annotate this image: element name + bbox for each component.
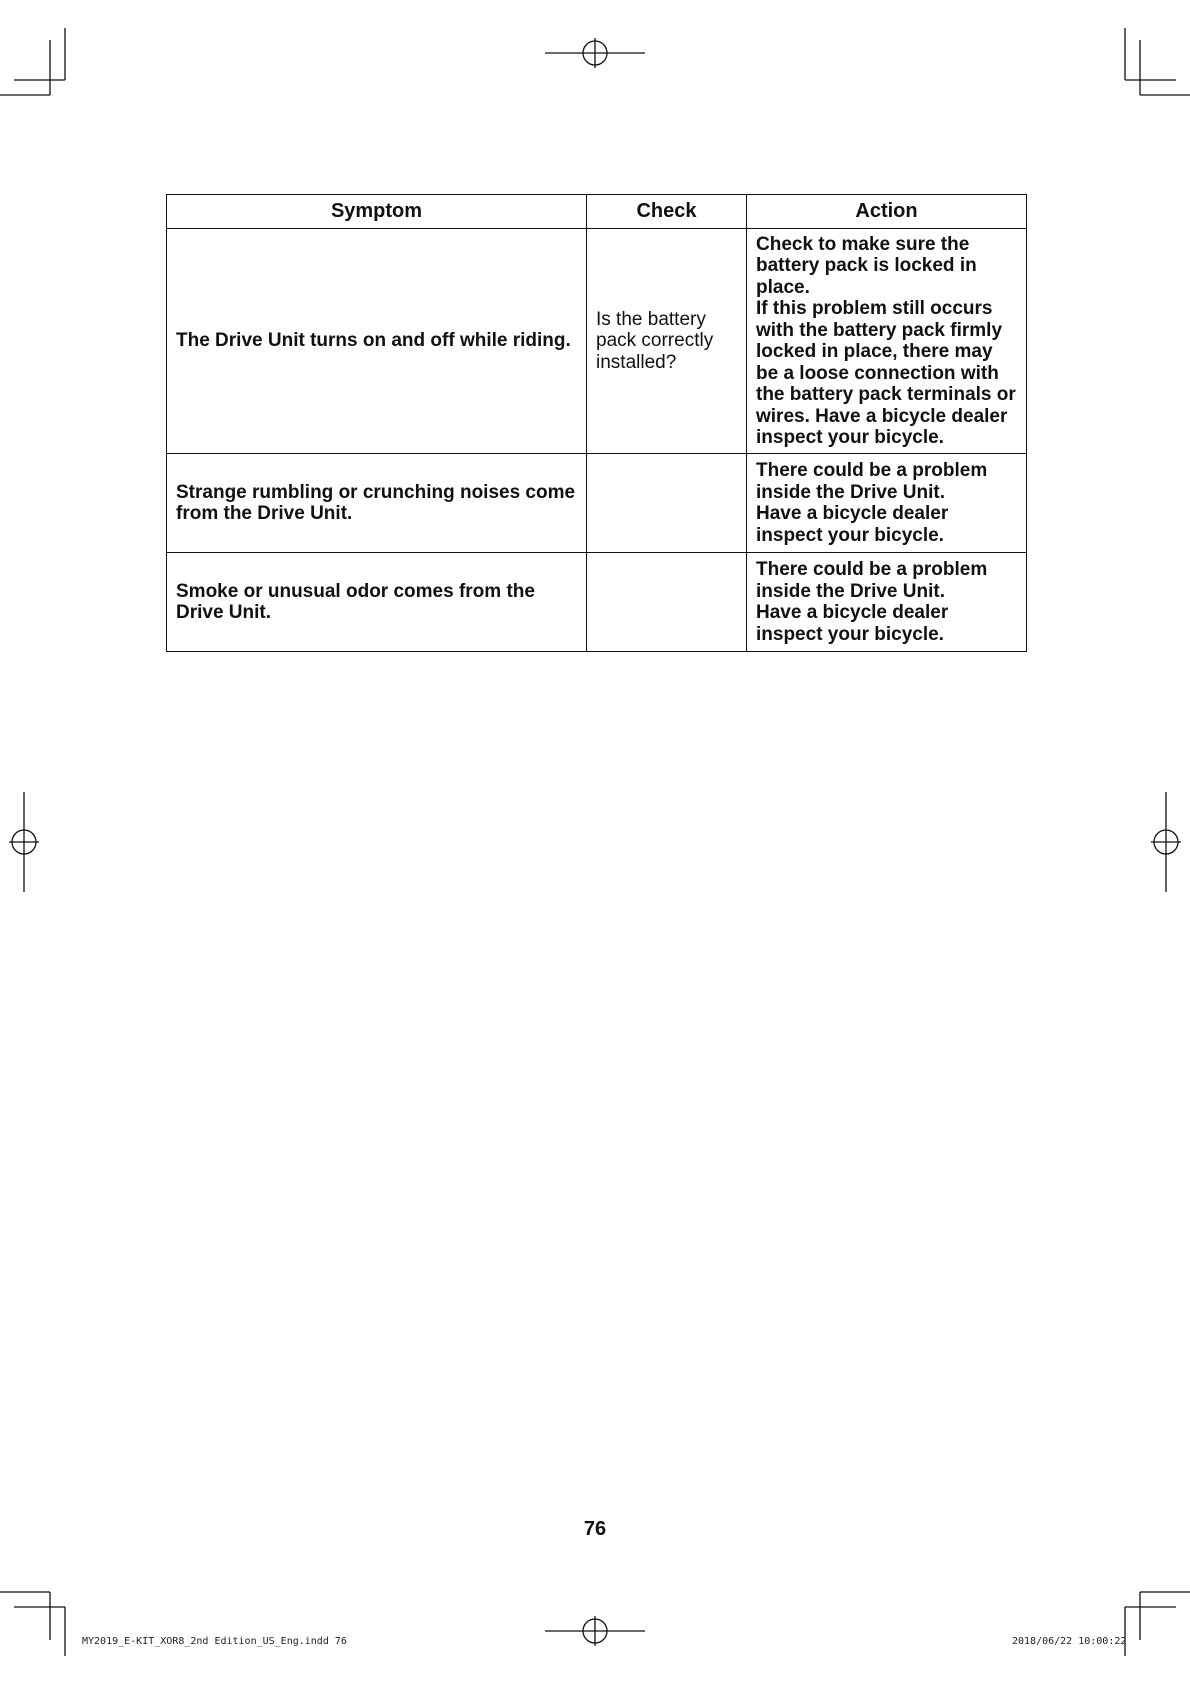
table-row	[167, 553, 1027, 652]
page-number: 76	[583, 1518, 607, 1540]
check-cell	[587, 454, 747, 553]
symptom-cell: The Drive Unit turns on and off while riding.	[167, 229, 587, 454]
registration-target-right	[1151, 792, 1181, 892]
column-header-symptom: Symptom	[167, 195, 587, 229]
symptom-cell: Strange rumbling or crunching noises come from the Drive Unit.	[167, 454, 587, 553]
table-row	[167, 229, 1027, 454]
check-cell: Is the battery pack correctly installed?	[587, 229, 747, 454]
crop-mark-top-right	[1125, 28, 1190, 95]
crop-mark-top-left	[0, 28, 65, 95]
registration-target-left	[9, 792, 39, 892]
action-cell: There could be a problem inside the Drive Unit. Have a bicycle dealer inspect your bicycle.	[747, 553, 1027, 652]
registration-target-bottom	[545, 1616, 645, 1646]
check-cell	[587, 553, 747, 652]
registration-target-top	[545, 38, 645, 68]
troubleshooting-table	[166, 194, 1027, 652]
crop-mark-bottom-right	[1125, 1592, 1190, 1656]
column-header-action: Action	[747, 195, 1027, 229]
table-header-row	[167, 195, 1027, 229]
column-header-check: Check	[587, 195, 747, 229]
action-cell: Check to make sure the battery pack is locked in place. If this problem still occurs with the battery pack firmly locked in place, there may be a loose connection with the battery pack terminals or wires. Have a bicycle dealer inspect your bicycle.	[747, 229, 1027, 454]
date-slug: 2018/06/22 10:00:22	[1012, 1636, 1127, 1647]
file-slug: MY2019_E-KIT_XOR8_2nd Edition_US_Eng.indd 76	[82, 1636, 347, 1647]
action-cell: There could be a problem inside the Drive Unit. Have a bicycle dealer inspect your bicycle.	[747, 454, 1027, 553]
table-row	[167, 454, 1027, 553]
symptom-cell: Smoke or unusual odor comes from the Drive Unit.	[167, 553, 587, 652]
crop-mark-bottom-left	[0, 1592, 65, 1656]
